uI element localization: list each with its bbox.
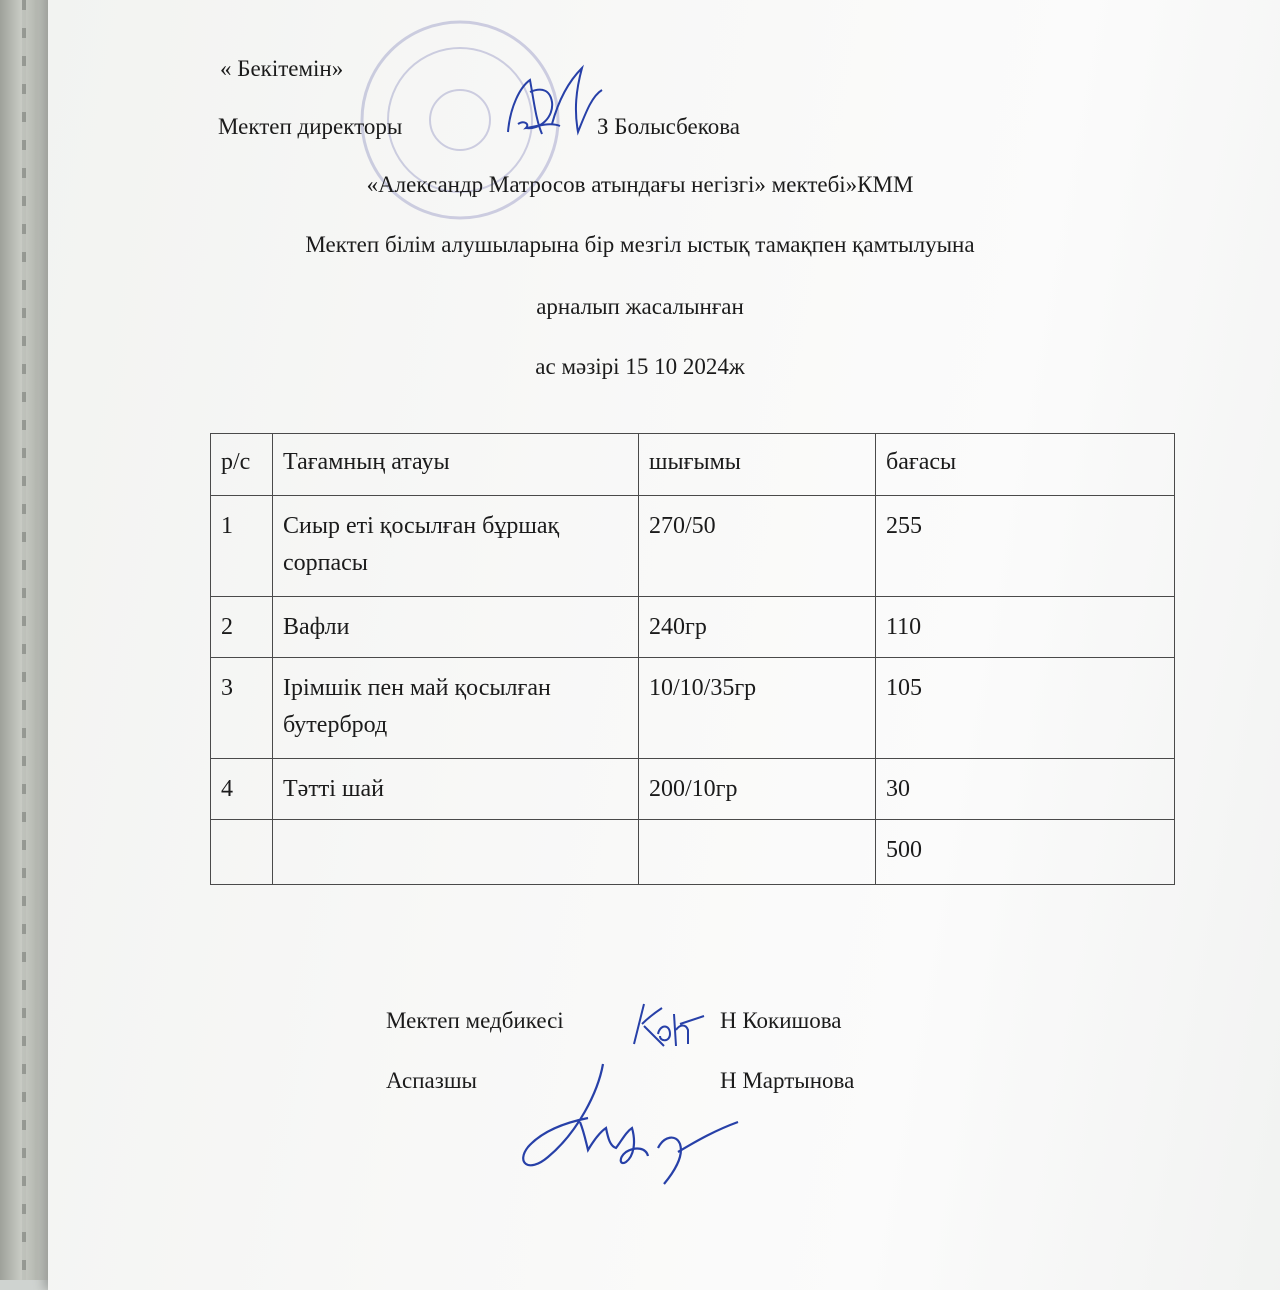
header-cell-number: р/с xyxy=(211,434,273,496)
cell-price: 105 xyxy=(876,658,1175,759)
title-line-1: Мектеп білім алушыларына бір мезгіл ыстық тамақпен қамтылуына xyxy=(305,232,975,257)
cell-price: 255 xyxy=(876,496,1175,597)
director-signature xyxy=(490,62,610,152)
nurse-signature xyxy=(622,994,712,1054)
header-cell-price: бағасы xyxy=(876,434,1175,496)
cell-price: 110 xyxy=(876,597,1175,658)
director-role: Мектеп директоры xyxy=(218,114,403,139)
cell-name: Ірімшік пен май қосылған бутерброд xyxy=(273,658,639,759)
cook-name: Н Мартынова xyxy=(720,1068,855,1093)
organization-name: «Александр Матросов атындағы негізгі» мектебі»КММ xyxy=(366,172,914,197)
cell-yield: 200/10гр xyxy=(639,759,876,820)
cook-signature xyxy=(508,1052,748,1192)
menu-table xyxy=(210,433,1175,885)
cook-role: Аспазшы xyxy=(386,1068,478,1093)
cell-total: 500 xyxy=(876,820,1175,885)
cell-empty xyxy=(639,820,876,885)
cell-number: 2 xyxy=(211,597,273,658)
director-name: З Болысбекова xyxy=(597,114,740,139)
cell-name: Сиыр еті қосылған бұршақ сорпасы xyxy=(273,496,639,597)
table-row xyxy=(211,496,1175,597)
table-total-row xyxy=(211,820,1175,885)
cell-yield: 240гр xyxy=(639,597,876,658)
cell-empty xyxy=(273,820,639,885)
header-cell-yield: шығымы xyxy=(639,434,876,496)
table-header-row xyxy=(211,434,1175,496)
cell-name: Тәтті шай xyxy=(273,759,639,820)
cell-price: 30 xyxy=(876,759,1175,820)
table-row xyxy=(211,658,1175,759)
nurse-role: Мектеп медбикесі xyxy=(386,1008,564,1033)
cell-yield: 270/50 xyxy=(639,496,876,597)
cell-number: 4 xyxy=(211,759,273,820)
cell-yield: 10/10/35гр xyxy=(639,658,876,759)
nurse-name: Н Кокишова xyxy=(720,1008,842,1033)
cell-number: 3 xyxy=(211,658,273,759)
cell-empty xyxy=(211,820,273,885)
approve-label: « Бекітемін» xyxy=(220,56,344,81)
cell-name: Вафли xyxy=(273,597,639,658)
table-row xyxy=(211,597,1175,658)
table-row xyxy=(211,759,1175,820)
title-line-2: арналып жасалынған xyxy=(536,294,744,319)
header-cell-name: Тағамның атауы xyxy=(273,434,639,496)
cell-number: 1 xyxy=(211,496,273,597)
title-line-3: ас мәзірі 15 10 2024ж xyxy=(535,354,745,379)
